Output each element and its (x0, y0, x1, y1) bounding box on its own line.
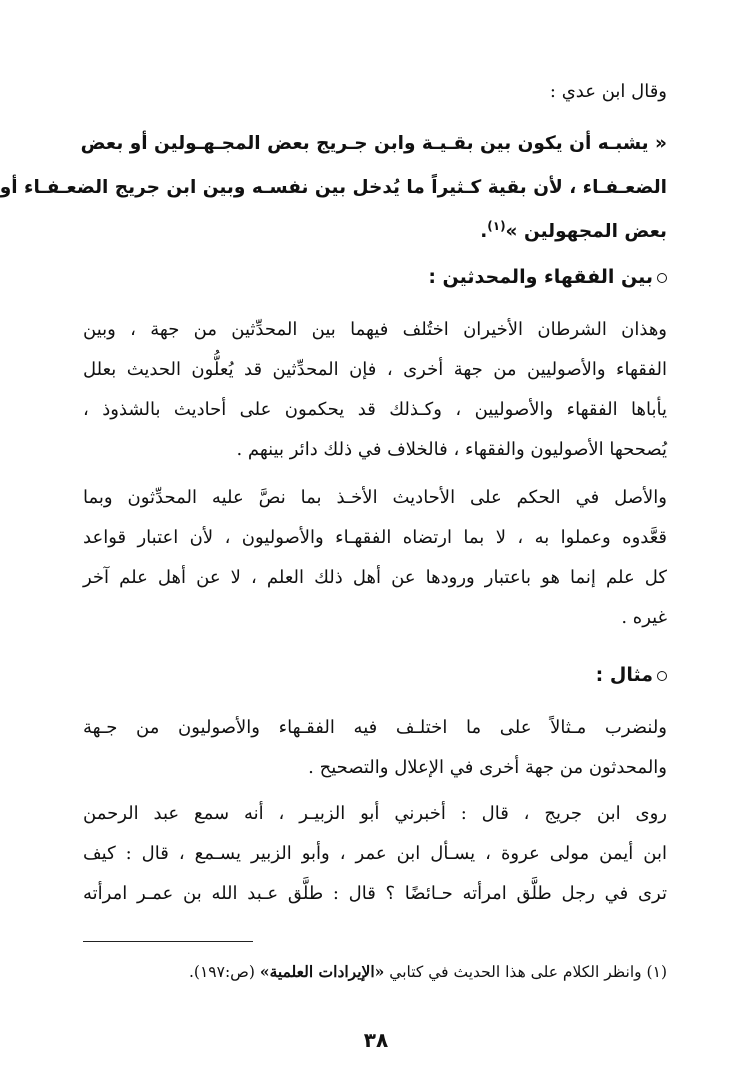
section-heading-fuqaha-text: بين الفقهاء والمحدثين : (428, 266, 653, 288)
paragraph-2 (83, 478, 667, 638)
quote-line-3-text: بعض المجهولين » (505, 221, 667, 242)
para2-line-3: كل علم إنما هو باعتبار ورودها عن أهل ذلك العلم ، لا عن أهل علم آخر (83, 567, 667, 588)
para4-line-2: ابن أيمن مولى عروة ، يسـأل ابن عمر ، وأبو الزبير يسـمع ، قال : كيف (83, 843, 667, 864)
para4-line-1: روى ابن جريج ، قال : أخبرني أبو الزبيـر ، أنه سمع عبد الرحمن (83, 803, 667, 824)
para1-line-4: يُصححها الأصوليون والفقهاء ، فالخلاف في ذلك دائر بينهم . (236, 439, 667, 460)
footnote-ref: (١) (487, 218, 506, 233)
para2-line-4: غيره . (621, 607, 667, 628)
footnote (83, 958, 667, 986)
para1-line-2: الفقهاء والأصوليين من جهة أخرى ، فإن المحدِّثين قد يُعلُّون الحديث بعلل (83, 359, 667, 380)
footnote-suffix: (ص:١٩٧). (188, 963, 260, 981)
intro-text: وقال ابن عدي : (549, 81, 667, 102)
para3-line-2: والمحدثون من جهة أخرى في الإعلال والتصحيح . (308, 757, 667, 778)
para3-line-1: ولنضرب مـثالاً على ما اختلـف فيه الفقـهاء والأصوليون من جـهة (83, 717, 667, 738)
footnote-book-title: «الإيرادات العلمية» (259, 962, 385, 981)
para1-line-1: وهذان الشرطان الأخيران اختُلف فيهما بين المحدِّثين من جهة ، وبين (83, 319, 667, 340)
footnote-prefix: (١) وانظر الكلام على هذا الحديث في كتابي (384, 963, 667, 981)
quote-end: . (480, 221, 488, 242)
section-heading-fuqaha (428, 262, 667, 292)
paragraph-3 (83, 708, 667, 788)
footnote-divider (83, 941, 253, 942)
paragraph-4 (83, 794, 667, 914)
quote-line-2: الضعـفـاء ، لأن بقية كـثيراً ما يُدخل بين نفسـه وبين ابن جريج الضعـفـاء أو (0, 177, 667, 198)
quote-block (0, 124, 667, 252)
circle-bullet-icon (657, 671, 667, 681)
intro-line (83, 72, 667, 112)
para4-line-3: ترى في رجل طلَّق امرأته حـائضًا ؟ قال : طلَّق عـبد الله بن عمـر امرأته (83, 883, 667, 904)
para2-line-1: والأصل في الحكم على الأحاديث الأخـذ بما نصَّ عليه المحدِّثون وبما (83, 487, 667, 508)
book-page (1, 0, 751, 1086)
quote-line-3 (83, 212, 667, 252)
para2-line-2: قعَّدوه وعملوا به ، لا بما ارتضاه الفقهـاء والأصوليون ، لأن اعتبار قواعد (83, 527, 667, 548)
section-heading-example (596, 660, 667, 690)
section-heading-example-text: مثال : (595, 664, 653, 686)
paragraph-1 (83, 310, 667, 470)
quote-line-1: « يشبـه أن يكون بين بقـيـة وابن جـريج بعض المجـهـولين أو بعض (80, 133, 667, 154)
circle-bullet-icon (657, 273, 667, 283)
para1-line-3: يأباها الفقهاء والأصوليين ، وكـذلك قد يحكمون على أحاديث بالشذوذ ، (83, 399, 667, 420)
page-number: ٣٨ (363, 1028, 389, 1052)
